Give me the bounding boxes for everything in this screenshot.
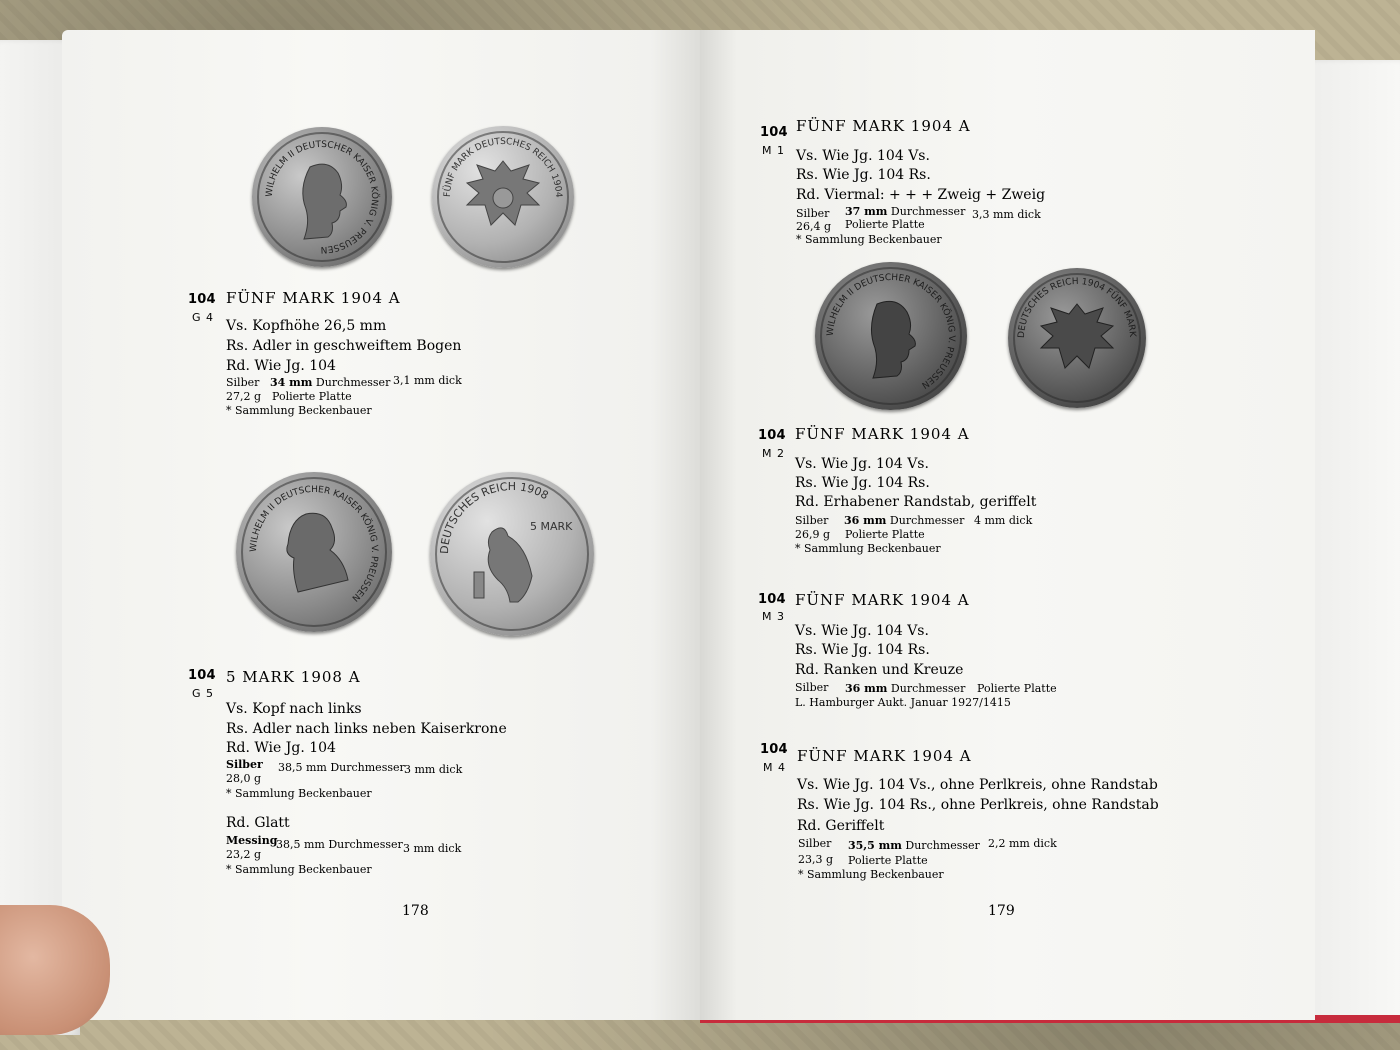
- entry-m4-collection: * Sammlung Beckenbauer: [798, 868, 944, 881]
- entry-m1-number: 104: [760, 125, 788, 140]
- entry-m4-weight: 23,3 g: [798, 853, 834, 866]
- entry-m3-line-rd: Rd. Ranken und Kreuze: [795, 662, 964, 678]
- entry-m3-code: M 3: [762, 610, 785, 623]
- entry-m3-title: FÜNF MARK 1904 A: [795, 591, 970, 609]
- entry-m2-weight: 26,9 g: [795, 528, 831, 541]
- entry-m2-number: 104: [758, 428, 786, 443]
- left-page-number: 178: [402, 903, 429, 919]
- entry-g5-variant-collection: * Sammlung Beckenbauer: [226, 863, 372, 876]
- entry-m4-metal: Silber: [798, 837, 832, 850]
- entry-m1-title: FÜNF MARK 1904 A: [796, 117, 971, 135]
- entry-m3-line-rs: Rs. Wie Jg. 104 Rs.: [795, 642, 930, 658]
- entry-m4-code: M 4: [763, 761, 786, 774]
- entry-m2-line-rd: Rd. Erhabener Randstab, geriffelt: [795, 494, 1037, 510]
- entry-m4-line-vs: Vs. Wie Jg. 104 Vs., ohne Perlkreis, ohne Randstab: [797, 777, 1158, 793]
- entry-m3-source: L. Hamburger Aukt. Januar 1927/1415: [795, 696, 1011, 709]
- entry-m4-thickness: 2,2 mm dick: [988, 837, 1057, 850]
- coin-g4-obverse: [252, 127, 392, 267]
- entry-m1-line-rd: Rd. Viermal: + + + Zweig + Zweig: [796, 187, 1046, 203]
- entry-g4-number: 104: [188, 292, 216, 307]
- entry-m1-metal: Silber: [796, 207, 830, 220]
- entry-m3-diameter: 36 mm Durchmesser: [845, 682, 966, 695]
- g4-reverse-legend: FÜNF MARK DEUTSCHES REICH 1904: [442, 136, 564, 198]
- g5-obverse-legend: WILHELM II DEUTSCHER KAISER KÖNIG V. PREUSSEN: [248, 484, 380, 603]
- entry-m4-number: 104: [760, 742, 788, 757]
- entry-m3-line-vs: Vs. Wie Jg. 104 Vs.: [795, 623, 929, 639]
- entry-g5-code: G 5: [192, 687, 215, 700]
- entry-m2-metal: Silber: [795, 514, 829, 527]
- entry-g4-metal: Silber: [226, 376, 260, 389]
- entry-g4-weight: 27,2 g: [226, 390, 262, 403]
- coin-g5-reverse: [430, 472, 594, 636]
- entry-m1-code: M 1: [762, 144, 785, 157]
- coin-g5-obverse: [236, 472, 392, 632]
- entry-m4-title: FÜNF MARK 1904 A: [797, 747, 972, 765]
- entry-g4-code: G 4: [192, 311, 215, 324]
- entry-g5-line-rs: Rs. Adler nach links neben Kaiserkrone: [226, 721, 507, 737]
- entry-g5-diameter: 38,5 mm Durchmesser: [278, 761, 405, 774]
- entry-m2-line-vs: Vs. Wie Jg. 104 Vs.: [795, 456, 929, 472]
- entry-m4-line-rd: Rd. Geriffelt: [797, 818, 885, 834]
- entry-g5-variant-diameter: 38,5 mm Durchmesser: [276, 838, 403, 851]
- entry-g4-finish: Polierte Platte: [272, 390, 352, 403]
- entry-m2-title: FÜNF MARK 1904 A: [795, 425, 970, 443]
- entry-g4-line-rd: Rd. Wie Jg. 104: [226, 358, 336, 374]
- entry-m2-diameter: 36 mm Durchmesser: [844, 514, 965, 527]
- entry-g5-metal: Silber: [226, 758, 263, 771]
- entry-m3-metal: Silber: [795, 681, 829, 694]
- entry-m2-collection: * Sammlung Beckenbauer: [795, 542, 941, 555]
- entry-m2-finish: Polierte Platte: [845, 528, 925, 541]
- g5-reverse-legend: DEUTSCHES REICH 1908: [437, 479, 551, 555]
- m1-reverse-legend: DEUTSCHES REICH 1904 FÜNF MARK: [1016, 276, 1138, 339]
- entry-g5-collection: * Sammlung Beckenbauer: [226, 787, 372, 800]
- entry-g4-diameter: 34 mm Durchmesser: [270, 376, 391, 389]
- entry-g5-thickness: 3 mm dick: [404, 763, 463, 776]
- entry-m1-line-rs: Rs. Wie Jg. 104 Rs.: [796, 167, 931, 183]
- entry-g4-line-rs: Rs. Adler in geschweiftem Bogen: [226, 338, 462, 354]
- g4-obverse-legend: WILHELM II DEUTSCHER KAISER KÖNIG V. PREUSSEN: [264, 139, 380, 255]
- entry-g5-variant-thickness: 3 mm dick: [403, 842, 462, 855]
- g5-reverse-value: 5 MARK: [530, 520, 573, 533]
- entry-g5-line-rd: Rd. Wie Jg. 104: [226, 740, 336, 756]
- entry-m1-collection: * Sammlung Beckenbauer: [796, 233, 942, 246]
- finger-holding-page: [0, 905, 110, 1035]
- entry-m1-line-vs: Vs. Wie Jg. 104 Vs.: [796, 148, 930, 164]
- entry-g5-line-vs: Vs. Kopf nach links: [226, 701, 362, 717]
- coin-m1-reverse: [1008, 268, 1146, 408]
- entry-g4-line-vs: Vs. Kopfhöhe 26,5 mm: [226, 318, 387, 334]
- entry-m3-number: 104: [758, 592, 786, 607]
- entry-g5-variant-weight: 23,2 g: [226, 848, 262, 861]
- entry-g5-title: 5 MARK 1908 A: [226, 668, 361, 686]
- entry-g4-title: FÜNF MARK 1904 A: [226, 289, 401, 307]
- entry-g5-weight: 28,0 g: [226, 772, 262, 785]
- entry-m2-code: M 2: [762, 447, 785, 460]
- coin-m1-obverse: [815, 262, 967, 410]
- entry-m2-line-rs: Rs. Wie Jg. 104 Rs.: [795, 475, 930, 491]
- entry-m4-line-rs: Rs. Wie Jg. 104 Rs., ohne Perlkreis, ohne Randstab: [797, 797, 1159, 813]
- entry-m2-thickness: 4 mm dick: [974, 514, 1033, 527]
- entry-m1-diameter: 37 mm Durchmesser: [845, 205, 966, 218]
- entry-g5-variant-metal: Messing: [226, 834, 278, 847]
- m1-obverse-legend: WILHELM II DEUTSCHER KAISER KÖNIG V. PREUSSEN: [825, 272, 957, 390]
- right-page-number: 179: [988, 903, 1015, 919]
- entry-m4-finish: Polierte Platte: [848, 854, 928, 867]
- entry-m1-finish: Polierte Platte: [845, 218, 925, 231]
- entry-g4-thickness: 3,1 mm dick: [393, 374, 462, 387]
- entry-m1-thickness: 3,3 mm dick: [972, 208, 1041, 221]
- entry-m4-diameter: 35,5 mm Durchmesser: [848, 839, 980, 852]
- entry-g4-collection: * Sammlung Beckenbauer: [226, 404, 372, 417]
- coin-g4-reverse: [432, 126, 574, 268]
- entry-g5-number: 104: [188, 668, 216, 683]
- entry-g5-variant-line: Rd. Glatt: [226, 815, 290, 831]
- entry-m3-finish: Polierte Platte: [977, 682, 1057, 695]
- entry-m1-weight: 26,4 g: [796, 220, 832, 233]
